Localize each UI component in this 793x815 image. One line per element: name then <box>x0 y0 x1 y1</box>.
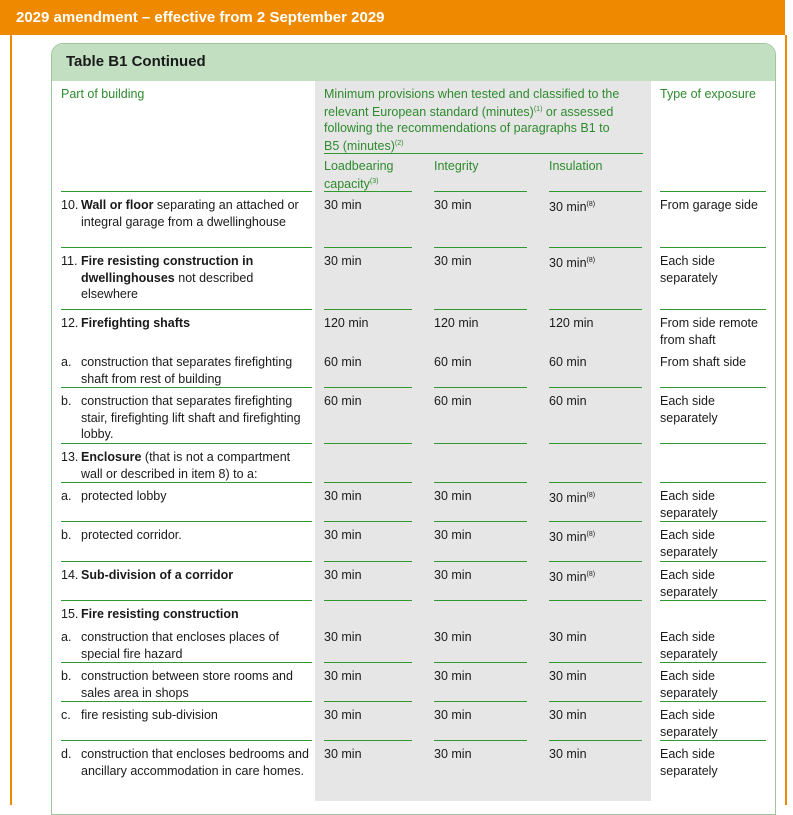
row-divider <box>61 561 312 562</box>
row-divider <box>549 387 642 388</box>
exposure-value: From garage side <box>660 198 758 212</box>
row-divider <box>660 701 766 702</box>
row-divider <box>660 247 766 248</box>
row-number: 14. <box>61 568 79 582</box>
row-divider <box>434 701 527 702</box>
row-description <box>81 197 313 230</box>
row-description-text: construction that separates firefighting shaft from rest of building <box>81 355 293 386</box>
row-description-bold: Fire resisting construction in dwellinghouses <box>81 254 254 285</box>
row-divider <box>434 740 527 741</box>
exposure-value: Each side separately <box>660 528 718 559</box>
header-min-sup1: (1) <box>533 106 543 113</box>
row-description <box>81 354 313 387</box>
table-header-bar <box>52 44 775 81</box>
row-divider <box>549 561 642 562</box>
loadbearing-value: 60 min <box>324 394 362 408</box>
row-description-text: not described elsewhere <box>81 270 254 301</box>
row-divider <box>61 701 312 702</box>
loadbearing-value: 60 min <box>324 355 362 369</box>
row-number: d. <box>61 747 72 761</box>
row-divider <box>549 662 642 663</box>
row-description <box>81 449 313 482</box>
row-number: b. <box>61 528 72 542</box>
row-number: b. <box>61 669 72 683</box>
row-divider <box>660 740 766 741</box>
header-loadbearing-sup: (3) <box>369 178 379 185</box>
header-bottom-rule <box>549 191 642 192</box>
loadbearing-value: 30 min <box>324 708 362 722</box>
insulation-footnote: (8) <box>586 201 596 208</box>
row-divider <box>660 561 766 562</box>
row-number: 10. <box>61 198 79 212</box>
exposure-value: Each side separately <box>660 669 718 700</box>
row-divider <box>61 443 312 444</box>
loadbearing-value: 120 min <box>324 316 369 330</box>
row-description-text: fire resisting sub-division <box>81 708 218 722</box>
integrity-value: 30 min <box>434 747 472 761</box>
header-loadbearing-text: Loadbearing capacity <box>324 159 394 191</box>
header-integrity: Integrity <box>434 159 479 173</box>
row-number: c. <box>61 708 71 722</box>
amendment-banner-text: 2029 amendment – effective from 2 September 2029 <box>16 9 385 26</box>
row-description <box>81 488 313 505</box>
insulation-footnote: (8) <box>586 571 596 578</box>
exposure-value: Each side separately <box>660 254 718 285</box>
row-description-text: construction that encloses places of special fire hazard <box>81 630 280 661</box>
row-divider <box>61 600 312 601</box>
row-description <box>81 253 313 303</box>
row-divider <box>549 309 642 310</box>
header-sub-rule <box>324 153 643 154</box>
integrity-value: 60 min <box>434 394 472 408</box>
header-bottom-rule <box>324 191 412 192</box>
row-number: a. <box>61 489 72 503</box>
row-divider <box>324 309 412 310</box>
row-divider <box>61 309 312 310</box>
row-number: a. <box>61 630 72 644</box>
row-divider <box>434 443 527 444</box>
row-number: 11. <box>61 254 78 268</box>
row-divider <box>61 482 312 483</box>
row-divider <box>549 701 642 702</box>
row-divider <box>61 662 312 663</box>
insulation-value: 60 min <box>549 355 587 369</box>
header-min-provisions-text: Minimum provisions when tested and classified to the relevant European standard (minutes) <box>324 87 620 119</box>
insulation-value: 30 $\min^{(8)}$ <box>549 530 596 544</box>
header-loadbearing <box>324 158 414 192</box>
integrity-value: 30 min <box>434 198 472 212</box>
row-divider <box>549 600 642 601</box>
row-number: 12. <box>61 316 79 330</box>
row-divider <box>549 521 642 522</box>
row-divider <box>434 387 527 388</box>
loadbearing-value: 30 min <box>324 489 362 503</box>
row-divider <box>434 662 527 663</box>
table-title: Table B1 Continued <box>66 53 206 70</box>
row-description-text: (that is not a compartment wall or described in item 8) to a: <box>81 450 291 481</box>
insulation-footnote: (8) <box>586 531 596 538</box>
loadbearing-value: 30 min <box>324 669 362 683</box>
row-divider <box>324 662 412 663</box>
exposure-value: From shaft side <box>660 355 747 369</box>
row-description <box>81 606 313 623</box>
loadbearing-value: 30 min <box>324 528 362 542</box>
loadbearing-value: 30 min <box>324 747 362 761</box>
header-bottom-rule <box>61 191 312 192</box>
row-divider <box>324 701 412 702</box>
row-divider <box>660 521 766 522</box>
insulation-value: 30 min <box>549 708 587 722</box>
row-divider <box>324 247 412 248</box>
integrity-value: 60 min <box>434 355 472 369</box>
integrity-value: 30 min <box>434 630 472 644</box>
loadbearing-value: 30 min <box>324 254 362 268</box>
insulation-footnote: (8) <box>586 257 596 264</box>
row-divider <box>660 309 766 310</box>
row-divider <box>61 740 312 741</box>
row-description <box>81 527 313 544</box>
loadbearing-value: 30 min <box>324 568 362 582</box>
row-number: b. <box>61 394 72 408</box>
row-divider <box>61 247 312 248</box>
insulation-value: 30 $\min^{(8)}$ <box>549 256 596 270</box>
row-divider <box>660 443 766 444</box>
row-divider <box>324 387 412 388</box>
integrity-value: 30 min <box>434 528 472 542</box>
row-description <box>81 629 313 662</box>
row-number: 13. <box>61 450 79 464</box>
row-divider <box>549 740 642 741</box>
row-divider <box>324 740 412 741</box>
row-divider <box>660 482 766 483</box>
row-description <box>81 668 313 701</box>
integrity-value: 30 min <box>434 254 472 268</box>
row-divider <box>660 662 766 663</box>
row-description <box>81 707 313 724</box>
integrity-value: 30 min <box>434 489 472 503</box>
insulation-footnote: (8) <box>586 492 596 499</box>
integrity-value: 30 min <box>434 568 472 582</box>
insulation-value: 30 $\min^{(8)}$ <box>549 200 596 214</box>
row-divider <box>61 387 312 388</box>
row-divider <box>549 482 642 483</box>
row-description-bold: Sub-division of a corridor <box>81 568 234 582</box>
row-divider <box>660 387 766 388</box>
exposure-value: From side remote from shaft <box>660 316 758 347</box>
row-divider <box>434 247 527 248</box>
row-divider <box>324 600 412 601</box>
row-description-bold: Firefighting shafts <box>81 316 191 330</box>
row-description-text: construction between store rooms and sales area in shops <box>81 669 293 700</box>
row-description-text: protected corridor. <box>81 528 182 542</box>
row-divider <box>324 443 412 444</box>
exposure-value: Each side separately <box>660 489 718 520</box>
header-part-of-building: Part of building <box>61 87 145 101</box>
row-divider <box>549 247 642 248</box>
header-type-of-exposure: Type of exposure <box>660 87 756 101</box>
exposure-value: Each side separately <box>660 394 718 425</box>
exposure-value: Each side separately <box>660 708 718 739</box>
row-description-text: protected lobby <box>81 489 167 503</box>
row-description-bold: Fire resisting construction <box>81 607 239 621</box>
insulation-value: 30 $\min^{(8)}$ <box>549 570 596 584</box>
header-min-provisions <box>324 86 624 154</box>
insulation-value: 60 min <box>549 394 587 408</box>
row-number: 15. <box>61 607 79 621</box>
insulation-value: 120 min <box>549 316 594 330</box>
header-bottom-rule <box>660 191 766 192</box>
exposure-value: Each side separately <box>660 747 718 778</box>
row-description <box>81 393 313 443</box>
insulation-value: 30 min <box>549 747 587 761</box>
integrity-value: 30 min <box>434 708 472 722</box>
exposure-value: Each side separately <box>660 630 718 661</box>
row-description-text: separating an attached or integral garage from a dwellinghouse <box>81 198 299 229</box>
row-number: a. <box>61 355 72 369</box>
exposure-value: Each side separately <box>660 568 718 599</box>
integrity-value: 120 min <box>434 316 479 330</box>
loadbearing-value: 30 min <box>324 630 362 644</box>
row-description-text: construction that separates firefighting stair, firefighting lift shaft and firefighting lobby. <box>81 394 301 441</box>
header-bottom-rule <box>434 191 527 192</box>
row-divider <box>660 600 766 601</box>
header-min-line2: or assessed following the recommendations of paragraphs B1 to B5 (minutes) <box>324 105 614 153</box>
row-divider <box>434 482 527 483</box>
row-description-bold: Enclosure <box>81 450 142 464</box>
header-min-sup2: (2) <box>394 140 404 147</box>
row-divider <box>324 521 412 522</box>
row-divider <box>434 521 527 522</box>
insulation-value: 30 min <box>549 630 587 644</box>
row-description <box>81 746 313 779</box>
row-divider <box>324 482 412 483</box>
row-description-bold: Wall or floor <box>81 198 154 212</box>
insulation-value: 30 $\min^{(8)}$ <box>549 491 596 505</box>
loadbearing-value: 30 min <box>324 198 362 212</box>
integrity-value: 30 min <box>434 669 472 683</box>
row-divider <box>434 309 527 310</box>
row-description <box>81 315 313 332</box>
row-divider <box>61 521 312 522</box>
insulation-value: 30 min <box>549 669 587 683</box>
row-divider <box>434 600 527 601</box>
amendment-banner <box>0 0 785 35</box>
row-description <box>81 567 313 584</box>
row-description-text: construction that encloses bedrooms and ancillary accommodation in care homes. <box>81 747 309 778</box>
row-divider <box>324 561 412 562</box>
row-divider <box>549 443 642 444</box>
header-insulation: Insulation <box>549 159 603 173</box>
row-divider <box>434 561 527 562</box>
